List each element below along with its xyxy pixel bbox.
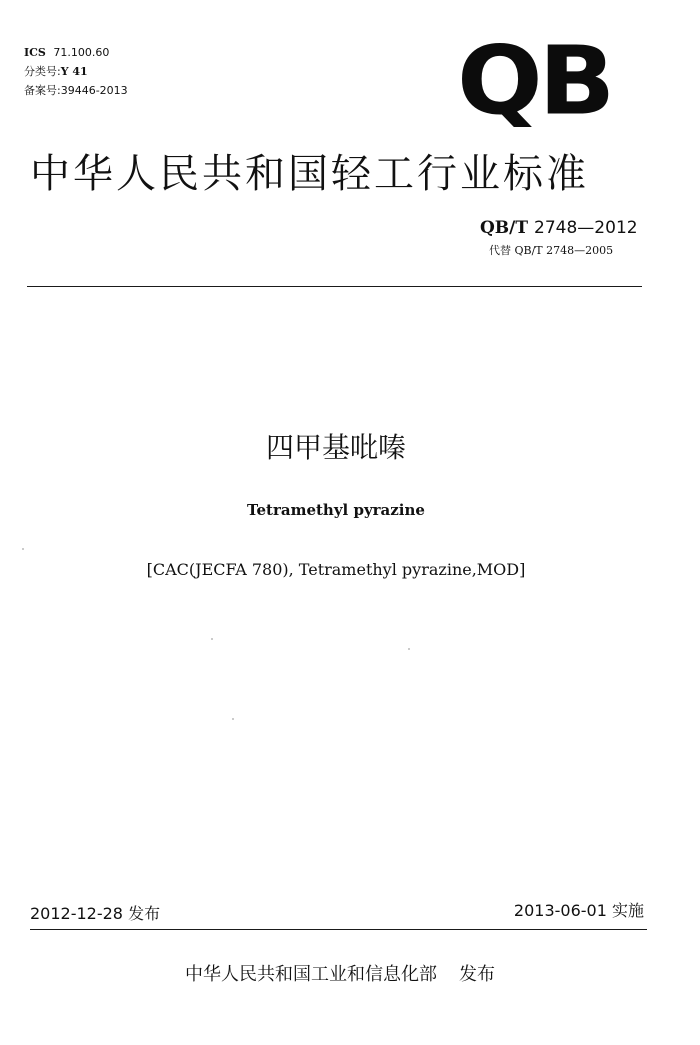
scan-speck [408, 648, 410, 650]
replaces-note: 代替 QB/T 2748—2005 [489, 244, 614, 257]
record-value: 39446-2013 [60, 84, 128, 97]
category-value: Y 41 [60, 65, 88, 78]
record-label: 备案号: [24, 84, 61, 97]
bottom-divider [30, 929, 647, 930]
standard-title: 中华人民共和国轻工行业标准 [30, 151, 589, 197]
standard-code-prefix: QB/T [480, 218, 529, 238]
document-title-english: Tetramethyl pyrazine [247, 501, 425, 519]
issuer-action: 发布 [459, 964, 495, 985]
scan-speck [22, 548, 24, 550]
scan-speck [232, 718, 234, 720]
category-label: 分类号: [24, 65, 61, 78]
record-line [24, 84, 128, 98]
category-line [24, 65, 88, 79]
top-divider [27, 286, 642, 287]
standard-code-number: 2748—2012 [534, 218, 638, 238]
standard-code [480, 218, 638, 238]
ics-label: ICS [24, 46, 46, 59]
document-title-chinese: 四甲基吡嗪 [265, 431, 406, 464]
implementation-date: 2013-06-01 实施 [513, 901, 644, 920]
issue-date: 2012-12-28 发布 [30, 904, 161, 923]
issuer-line [0, 962, 680, 988]
qb-logo: QB [457, 26, 612, 136]
issuer-name: 中华人民共和国工业和信息化部 [185, 964, 437, 985]
ics-value: 71.100.60 [53, 46, 110, 59]
ics-line [24, 46, 109, 60]
scan-speck [211, 638, 213, 640]
document-reference: [CAC(JECFA 780), Tetramethyl pyrazine,MOD] [146, 560, 526, 579]
